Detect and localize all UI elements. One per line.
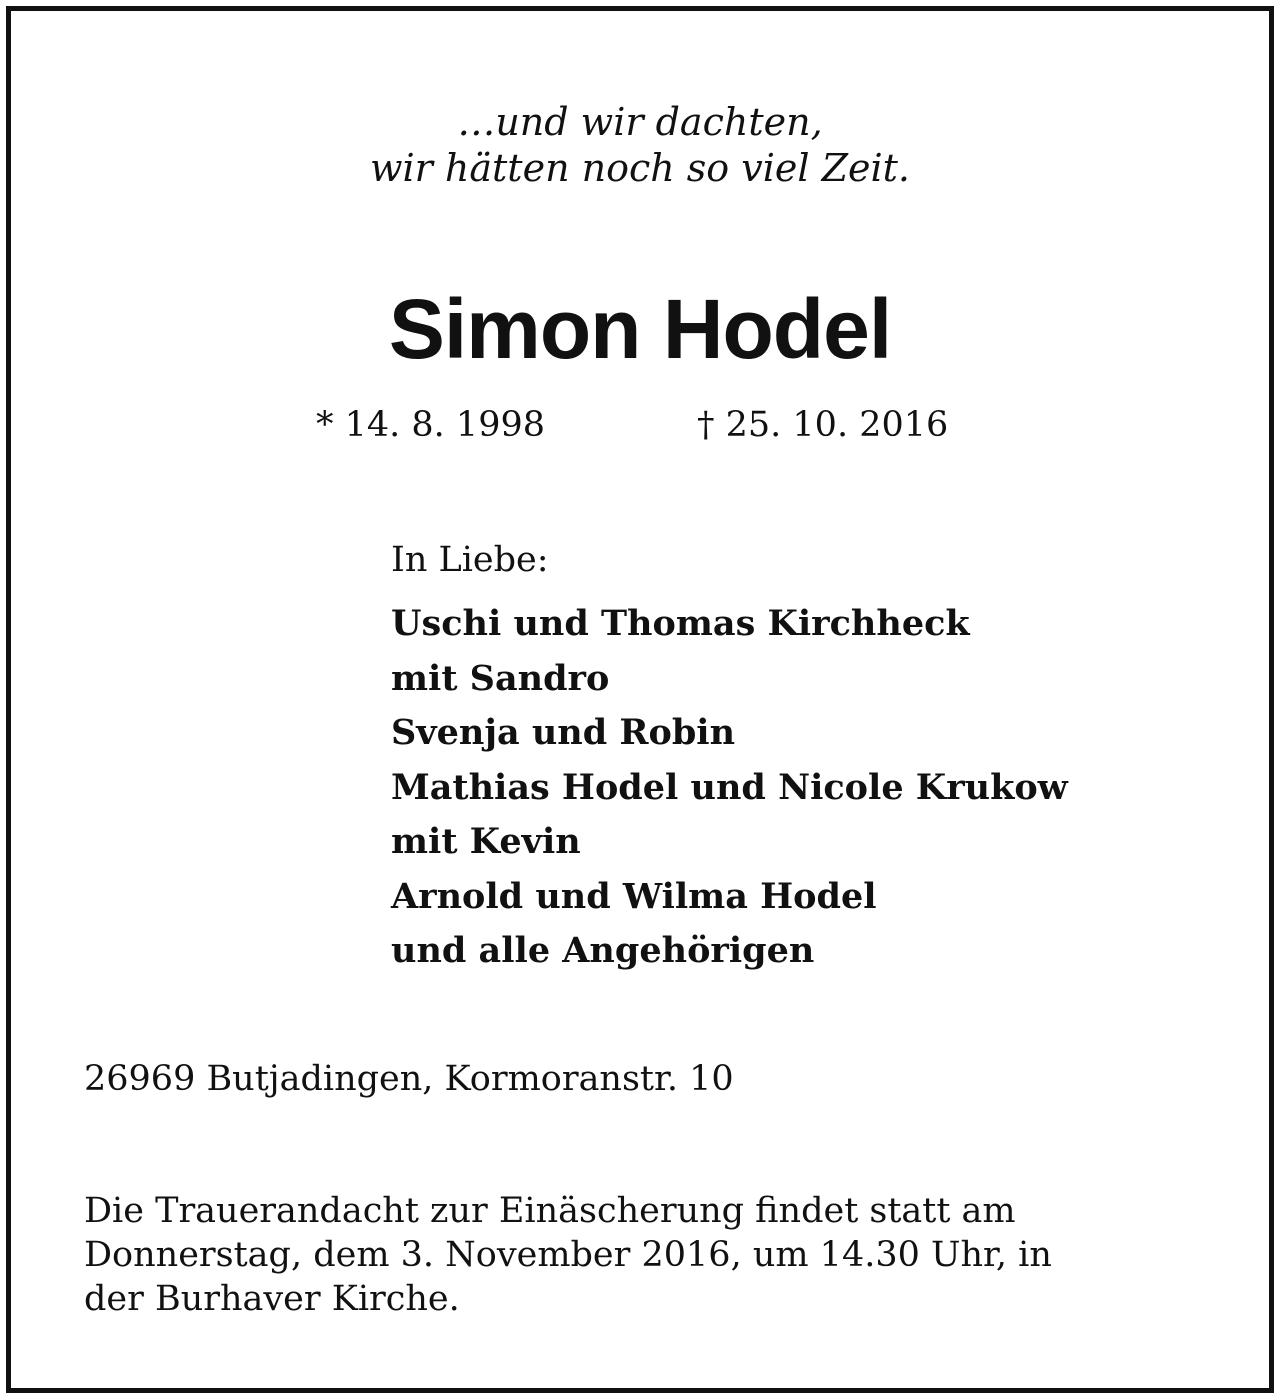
mourner-name: mit Kevin: [391, 821, 581, 862]
mourner-name: mit Sandro: [391, 657, 610, 699]
deceased-name: Simon Hodel: [388, 282, 892, 376]
motto-line-2: wir hätten noch so viel Zeit.: [369, 146, 910, 190]
obituary-notice: [6, 6, 1274, 1393]
address: 26969 Butjadingen, Kormoranstr. 10: [84, 1059, 734, 1099]
mourner-name: und alle Angehörigen: [391, 930, 815, 971]
motto-line-1: …und wir dachten,: [457, 100, 823, 144]
mourner-name: Arnold und Wilma Hodel: [391, 875, 877, 917]
service-line-1: Die Trauerandacht zur Einäscherung findet statt am: [84, 1191, 1016, 1231]
service-line-3: der Burhaver Kirche.: [84, 1279, 460, 1319]
mourners-label: In Liebe:: [391, 540, 549, 580]
service-line-2: Donnerstag, dem 3. November 2016, um 14.30 Uhr, in: [84, 1235, 1052, 1275]
mourner-name: Uschi und Thomas Kirchheck: [391, 603, 970, 644]
mourners-list: [391, 597, 1068, 979]
service-announcement: [84, 1189, 1214, 1321]
mourner-name: Mathias Hodel und Nicole Krukow: [391, 766, 1068, 808]
death-date: † 25. 10. 2016: [697, 405, 949, 445]
mourner-name: Svenja und Robin: [391, 712, 736, 753]
birth-date: * 14. 8. 1998: [316, 405, 546, 445]
